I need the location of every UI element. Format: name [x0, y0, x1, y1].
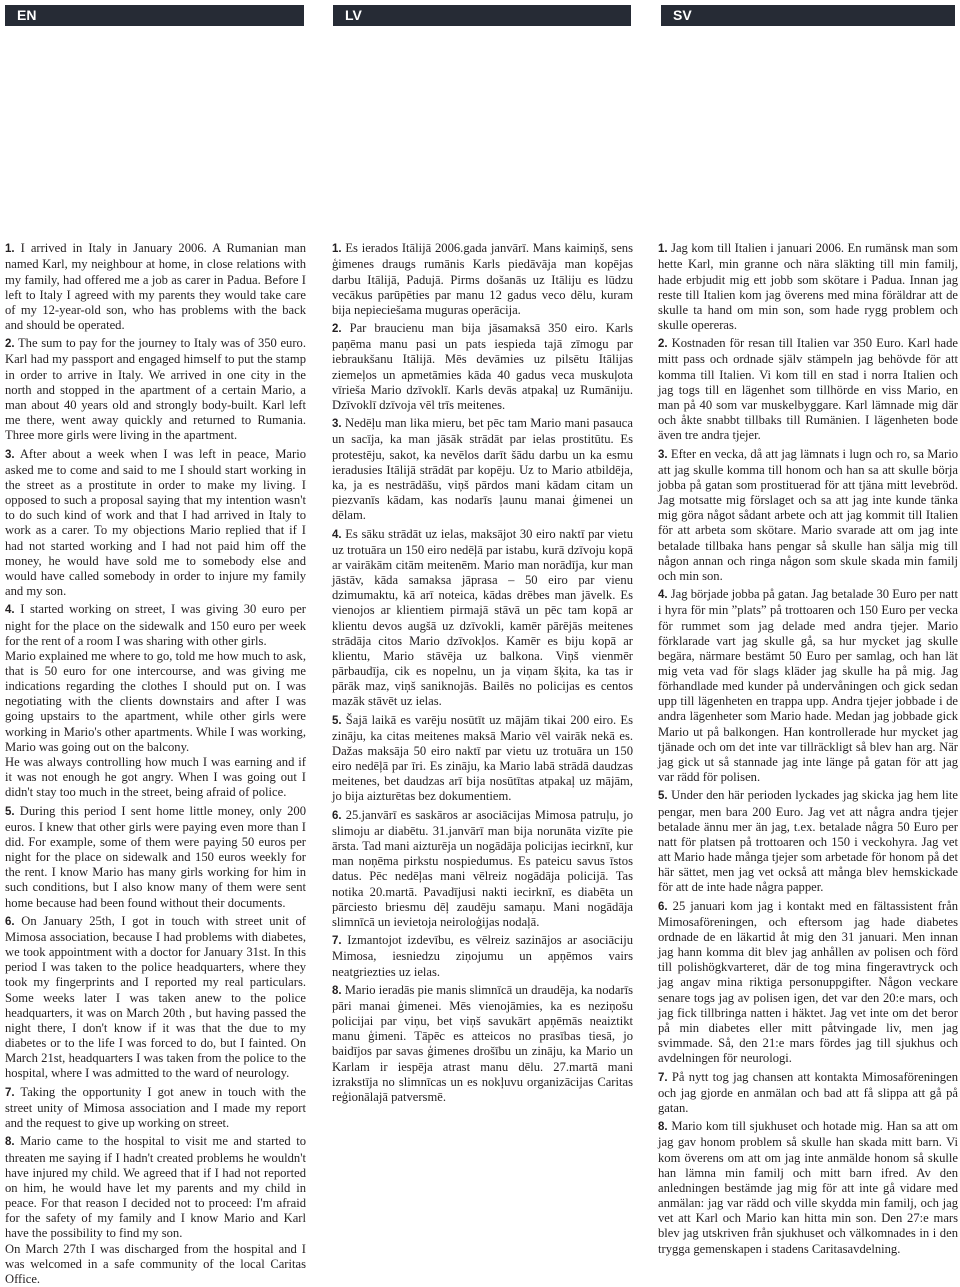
- paragraph-number: 4.: [5, 604, 15, 617]
- paragraph-text: Par braucienu man bija jāsamaksā 350 eiro. Karls paņēma manu pasi un pats iespieda tajā zīmogu par iebraukšanu Itālijā. Mēs devāmies uz pilsētu Itālijas ziemeļos un apmetāmies kāda 40 gadus veca muskuļota vīrieša Mario dzīvoklī. Karls devās atpakaļ uz Rumāniju. Dzīvoklī dzīvoja vēl trīs meitenes.: [332, 321, 633, 412]
- paragraph-text: Mario explained me where to go, told me how much to ask, that is 50 euro for one intercourse, and was giving me indications regarding the clothes I should put on. I was negotiating with the clients downstairs and after I was going upstairs to the apartment, while other girls were working in Mario's other apartments. While I was working, Mario was going out on the balcony.: [5, 648, 306, 754]
- paragraph-text: Šajā laikā es varēju nosūtīt uz mājām tikai 200 eiro. Es zināju, ka citas meitenes maksā Mario vēl vairāk nekā es. Dažas maksāja 50 eiro naktī par vietu uz trotuāra un 150 eiro nedēļā par īri. Es zināju, ka Mario labā strādā daudzas meitenes, bet daudzas arī bija nosūtītas atpakaļ uz mājām, jo bija aizturētas bez dokumentiem.: [332, 712, 633, 804]
- paragraph-number: 8.: [332, 984, 342, 997]
- paragraph: [658, 899, 958, 1067]
- paragraph-text: Taking the opportunity I got anew in touch with the street unity of Mimosa association and I made my report and the request to give up working on street.: [5, 1084, 306, 1131]
- paragraph-text: During this period I sent home little money, only 200 euros. I knew that other girls were paying even more than I did. For example, some of them were paying 50 euros per night for the place on sidewalk and 150 euros weekly for the rent. I know Mario has many girls working for him in such conditions, but I also know many of them were sent home because had been found without their documents.: [5, 803, 306, 910]
- paragraph: [332, 933, 633, 979]
- column-header-sv: SV: [661, 5, 955, 26]
- text-column-lv: [332, 238, 633, 1105]
- paragraph: [658, 587, 958, 785]
- paragraph: [5, 1085, 306, 1131]
- paragraph-text: Mario came to the hospital to visit me and started to threaten me saying if I hadn't created problems he wouldn't have injured my child. We agreed that if I had not reported on him, he would have let my parents and my child in peace. For that reason I decided not to proceed: I'm afraid for the safety of my family and I know Mario and Karl have the possibility to find my son.: [5, 1134, 306, 1241]
- paragraph-number: 1.: [332, 243, 342, 256]
- paragraph-text: 25 januari kom jag i kontakt med en fältassistent från Mimosaföreningen, och eftersom jag hade diabetes ordnade de en läkartid åt mig den 31 januari. Men innan jag hann komma dit blev jag anhållen av polisen och förd till polishögkvarteret, där de tog mina fingeravtryck och jag angav mina riktiga personuppgifter. Någon veckare senare togs jag av polisen igen, det var den 20:e mars, och jag fick tillbringa natten i häktet. Jag vet inte om det beror på min diabetes eller mitt påtvingade liv, men jag svimmade. Så, den 21:e mars fördes jag till sjukhus och avdelningen för neurologi.: [658, 898, 958, 1066]
- paragraph-number: 6.: [658, 900, 668, 913]
- paragraph-text: Jag började jobba på gatan. Jag betalade 30 Euro per natt i hyra för min ”plats” på trottoaren och 150 Euro per vecka för rummet som jag delade med andra tjejer. Mario förklarade vart jag skulle gå, sa hur mycket jag skulle begära, närmare bestämt 50 Euro per samlag, och han lät mig veta vad för slags kläder jag skulle ha på mig. Jag förhandlade med kunder på undervåningen och gick sedan upp till lägenheten en trappa upp. Andra tjejer jobbade i de andra lägenheter som Mario hade. Medan jag jobbade gick Mario ut på balkongen. Han kontrollerade hur mycket jag tjänade och om det inte var tillräckligt så blev han arg. När jag gick ut så stannade jag inte länge på gatan för att jag var rädd för polisen.: [658, 587, 958, 785]
- paragraph-text: He was always controlling how much I was earning and if it was not enough he got angry. When I was going out I didn't stay too much in the street, being afraid of police.: [5, 754, 306, 800]
- paragraph-text: Es sāku strādāt uz ielas, maksājot 30 eiro naktī par vietu uz trotuāra un 150 eiro nedēļā par istabu, kurā dzīvoju kopā ar vairākām citām meitenēm. Mario man norādīja, kur man jāstāv, kāda samaksa jāprasa – 50 eiro par vienu dzimumaktu, kā arī noteica, kādas drēbes man jāvelk. Es vienojos ar klientiem pirmajā stāvā un pēc tam kopā ar klientu devos augšā uz dzīvokli, kamēr pārējās meitenes strādāja citos Mario dzīvokļos. Kamēr es biju kopā ar klientu, Mario stāvēja uz balkona. Viņš vienmēr pārbaudīja, cik es nopelnu, un ja viņam šķita, ka tas ir pārāk maz, viņš saniknojās. Bailēs no policijas es centos mazāk stāvēt uz ielas.: [332, 526, 633, 709]
- paragraph: [5, 649, 306, 755]
- paragraph-number: 3.: [5, 448, 15, 461]
- paragraph: [332, 241, 633, 318]
- paragraph: [658, 241, 958, 333]
- paragraph-number: 6.: [5, 915, 15, 928]
- paragraph: [5, 336, 306, 443]
- paragraph-number: 7.: [658, 1071, 668, 1084]
- paragraph: [5, 241, 306, 333]
- text-column-sv: [658, 238, 958, 1257]
- paragraph: [332, 713, 633, 805]
- paragraph-text: Jag kom till Italien i januari 2006. En rumänsk man som hette Karl, min granne och nära släkting till min familj, hade erbjudit mig ett jobb som skötare i Padua. Innan jag reste till Italien kom jag överens med mina föräldrar att de skulle ta hand om min son, som hade rygg problem och skulle opereras.: [658, 241, 958, 332]
- paragraph: [332, 808, 633, 930]
- paragraph: [658, 1119, 958, 1256]
- column-header-en: EN: [5, 5, 304, 26]
- paragraph-number: 4.: [658, 589, 668, 602]
- paragraph-text: Kostnaden för resan till Italien var 350 Euro. Karl hade mitt pass och ordnade själv stämpeln jag behövde för att komma till Italien. Vi kom till en stad i norra Italien och jag togs till en lägenhet som tillhörde en viss Mario, en man på 40 som var muskelbyggare. Karl lämnade mig där och åkte snabbt tillbaks till Rumänien. I lägenheten bode även tre andra tjejer.: [658, 336, 958, 443]
- paragraph-number: 5.: [658, 790, 668, 803]
- paragraph: [5, 755, 306, 800]
- paragraph-text: Izmantojot izdevību, es vēlreiz sazinājos ar asociāciju Mimosa, iesniedzu ziņojumu un apņēmos vairs neatgriezties uz ielas.: [332, 933, 633, 979]
- paragraph: [5, 914, 306, 1082]
- paragraph-text: 25.janvārī es saskāros ar asociācijas Mimosa patruļu, jo slimoju ar diabētu. 31.janvārī man bija norunāta vizīte pie ārsta. Tad mani aizturēja un nogādāja policijas iecirknī, kur man noņēma pirkstu nospiedumus. Es pateicu savus īstos datus. Pēc nedēļas mani vēlreiz nogādāja policijā. Tas notika 20.martā. Pavadījusi nakti iecirknī, es diabēta un pārciesto briesmu dēļ zaudēju samaņu. Mani nogādāja slimnīcā un ievietoja neiroloģijas nodaļā.: [332, 807, 633, 929]
- paragraph-number: 7.: [5, 1086, 15, 1099]
- paragraph-number: 5.: [5, 805, 15, 818]
- paragraph-text: Nedēļu man lika mieru, bet pēc tam Mario mani pasauca un sacīja, ka man jāsāk strādāt par ielas prostitūtu. Es protestēju, sakot, ka nevēlos darīt šādu darbu un ka esmu ieradusies Itālijā strādāt par kopēju. Uz to Mario atbildēja, ka, ja es nestrādāšu, viņš pārdos mani kādam citam un piezvanīs kādam, kas nodarīs ļaunu manai ģimenei un dēlam.: [332, 416, 633, 523]
- paragraph-number: 2.: [658, 338, 668, 351]
- paragraph-text: Mario ieradās pie manis slimnīcā un draudēja, ka nodarīs pāri manai ģimenei. Mēs vienojāmies, ka es neziņošu policijai par viņu, bet viņš savukārt apņēmās neaiztikt manu ģimeni. Tāpēc es atteicos no prasības tiesā, jo baidījos par savas ģimenes drošību un zināju, ka Mario un Karlam ir iespēja atrast manu dēlu. 27.martā mani izrakstīja no slimnīcas un es nokļuvu organizācijas Caritas reģionālajā patversmē.: [332, 982, 633, 1104]
- paragraph-text: Efter en vecka, då att jag lämnats i lugn och ro, sa Mario att jag skulle komma till honom och han sa att skulle börja jobba på gatan som prostituerad för att tjäna mitt levebröd. Jag motsatte mig förslaget och sa att jag inte kunde tänka mig göra något sådant arbete och att jag kommit till Italien för att arbeta som skötare. Mario svarade att om jag inte betalade tillbaka hans pengar så skulle han sälja mig till någon annan och ringa någon som skule skada min familj och min son.: [658, 446, 958, 583]
- paragraph: [332, 527, 633, 710]
- paragraph: [5, 602, 306, 648]
- paragraph-number: 2.: [5, 338, 15, 351]
- paragraph-number: 5.: [332, 714, 342, 727]
- column-header-lv: LV: [333, 5, 631, 26]
- paragraph: [658, 336, 958, 443]
- paragraph-number: 8.: [658, 1121, 668, 1134]
- paragraph-number: 1.: [658, 243, 668, 256]
- paragraph: [5, 1134, 306, 1241]
- paragraph-number: 1.: [5, 243, 15, 256]
- paragraph-text: On January 25th, I got in touch with street unit of Mimosa association, because I had problems with diabetes, we took appointment with a doctor for January 31st. In this period I was taken to the police headquarters, where they took my fingerprints and I reported my real particulars. Some weeks later I was taken anew to the police headquarters, it was on March 20th , but having passed the night there, I don't know if it was that the due to my diabetes or to the life I was forced to do, but I fainted. On March 21st, headquarters I was taken from the police to the hospital, where I was admitted to the ward of neurology.: [5, 913, 306, 1081]
- paragraph-number: 2.: [332, 323, 342, 336]
- paragraph-text: På nytt tog jag chansen att kontakta Mimosaföreningen och jag gjorde en anmälan och bad att få slippa att gå på gatan.: [658, 1069, 958, 1115]
- paragraph-text: On March 27th I was discharged from the hospital and I was welcomed in a safe community of the local Caritas Office.: [5, 1241, 306, 1286]
- paragraph-number: 3.: [658, 448, 668, 461]
- paragraph: [332, 321, 633, 413]
- paragraph-number: 4.: [332, 528, 342, 541]
- paragraph-text: I arrived in Italy in January 2006. A Rumanian man named Karl, my neighbour at home, in close relations with my family, had offered me a job as carer in Padua. Before I left to Italy I agreed with my parents they would take care of my 12-year-old son, who has problems with the back and should be operated.: [5, 241, 306, 332]
- paragraph: [5, 1242, 306, 1287]
- paragraph: [658, 788, 958, 895]
- paragraph: [658, 447, 958, 584]
- text-column-en: [5, 238, 306, 1287]
- paragraph: [332, 983, 633, 1105]
- paragraph-number: 7.: [332, 935, 342, 948]
- paragraph-text: I started working on street, I was giving 30 euro per night for the place on the sidewalk and 150 euro per week for the rent of a room I was sharing with other girls.: [5, 602, 306, 648]
- paragraph-number: 8.: [5, 1136, 15, 1149]
- paragraph-text: Es ierados Itālijā 2006.gada janvārī. Mans kaimiņš, sens ģimenes draugs rumānis Karls piedāvāja man kopējas darbu Itālijā, Padujā. Pirms došanās uz Itāliju es lūdzu vecākus parūpēties par manu 12 gadus veco dēlu, kuram bija nepieciešama muguras operācija.: [332, 241, 633, 317]
- paragraph: [332, 416, 633, 523]
- paragraph: [5, 804, 306, 911]
- paragraph-number: 6.: [332, 809, 342, 822]
- paragraph: [658, 1070, 958, 1116]
- paragraph-text: Under den här perioden lyckades jag skicka jag hem lite pengar, men bara 200 Euro. Jag vet att några andra tjejer betalade ännu mer än jag, t.ex. betalade några 50 Euro per natt för platsen på trottoaren och 150 i veckohyra. Jag vet att Mario hade många tjejer som arbetade för honom på det här sättet, men jag vet också att många blev hemskickade för att de inte hade några papper.: [658, 788, 958, 895]
- paragraph-text: Mario kom till sjukhuset och hotade mig. Han sa att om jag gav honom problem så skulle han skada mitt barn. Vi kom överens om att om jag inte anmälde honom så skulle han lämna min familj och mitt barn ifred. Av den anledningen bestämde jag mig för att inte gå vidare med anmälan: jag var rädd och ville skydda min familj, och jag vet att Karl och Mario kan hitta min son. Den 27:e mars blev jag utskriven från sjukhuset och välkomnades in i den trygga gemenskapen i stadens Caritasavdelning.: [658, 1119, 958, 1256]
- paragraph-number: 3.: [332, 418, 342, 431]
- paragraph: [5, 447, 306, 600]
- paragraph-text: After about a week when I was left in peace, Mario asked me to come and said to me I should start working in the street as a prostitute in order to make my living. I opposed to such a proposal saying that my intention wasn't to do such kind of work and that I had arrived in Italy to work as a carer. To my objections Mario replied that if I had not started working and I had not paid him off the money, he would have sold me to somebody else and would have called somebody in order to injure my family and my son.: [5, 446, 306, 598]
- paragraph-text: The sum to pay for the journey to Italy was of 350 euro. Karl had my passport and engaged himself to put the stamp in order to arrive in Italy. We arrived in one city in the north and stopped in the apartment of a certain Mario, a man about 40 years old and strongly body-built. Karl left me there, went away quickly and returned to Rumania. Three more girls were living in the apartment.: [5, 336, 306, 443]
